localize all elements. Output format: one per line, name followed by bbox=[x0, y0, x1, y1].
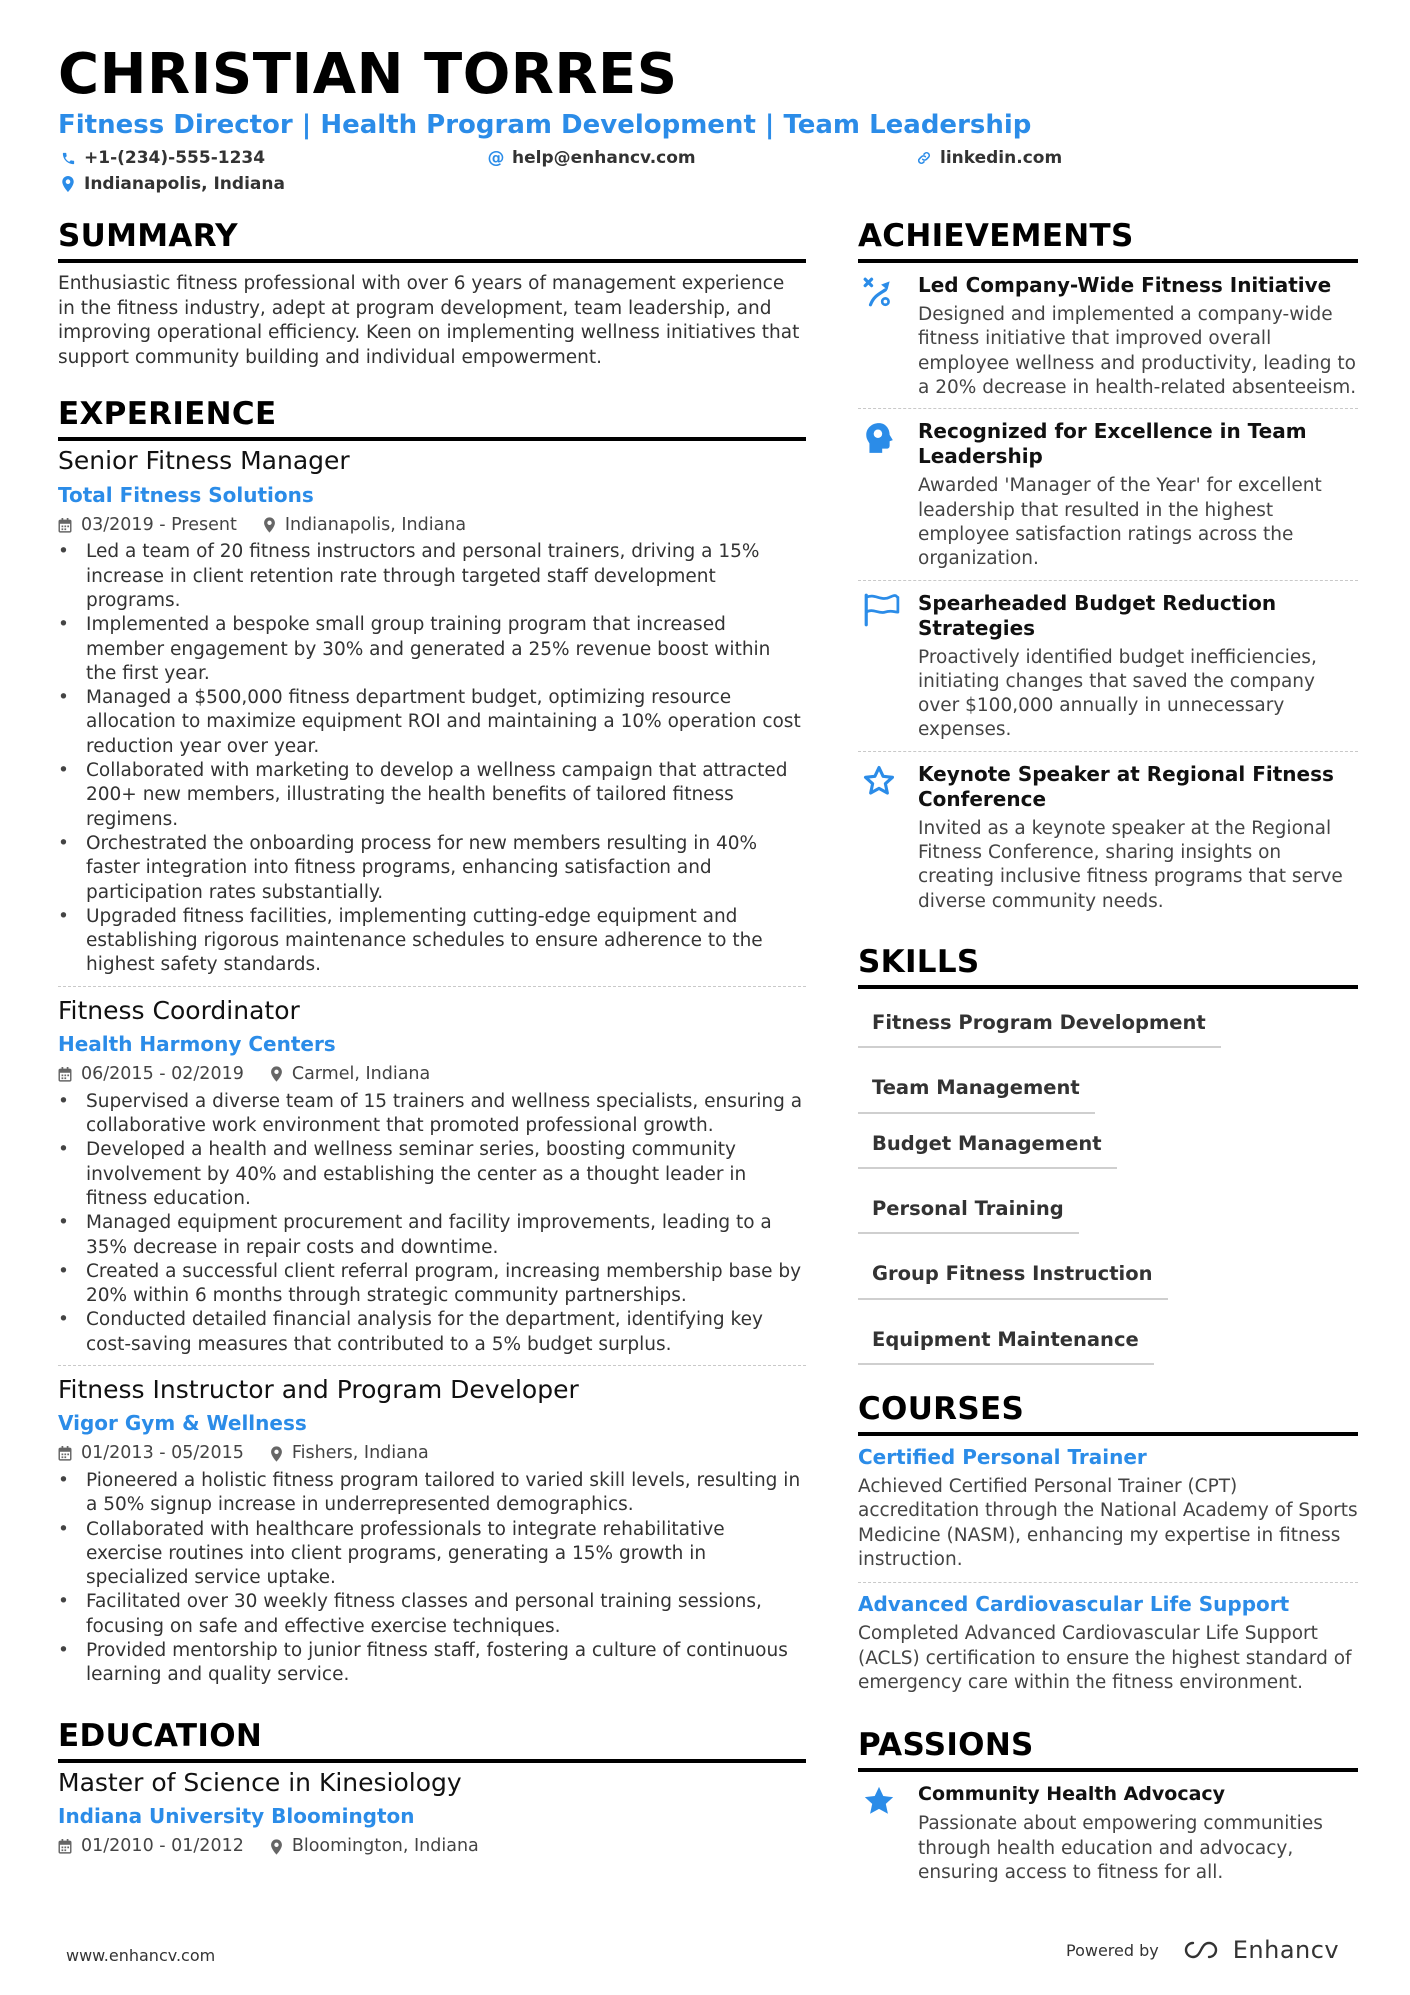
achievement-title: Spearheaded Budget Reduction Strategies bbox=[918, 590, 1277, 640]
achievement-desc: Proactively identified budget inefficiencies, initiating changes that saved the company over $100,000 annually in unnecessary expenses. bbox=[918, 646, 1317, 741]
courses-section bbox=[858, 1391, 1358, 1705]
bullet-item: • Orchestrated the onboarding process for new members resulting in 40% faster integration into fitness programs, enhancing satisfaction and participation rates substantially. bbox=[58, 832, 806, 905]
job-dates: 06/2015 - 02/2019 bbox=[81, 1064, 244, 1085]
bullet-item: • Managed equipment procurement and facility improvements, leading to a 35% decrease in repair costs and downtime. bbox=[58, 1211, 806, 1260]
calendar-icon bbox=[58, 1446, 72, 1461]
company-name: Health Harmony Centers bbox=[58, 1032, 336, 1057]
bullet-item: • Collaborated with healthcare professionals to integrate rehabilitative exercise routines into client programs, generating a 15% growth in specialized service uptake. bbox=[58, 1518, 806, 1591]
job-location: Fishers, Indiana bbox=[291, 1443, 429, 1464]
powered-by-label: Powered by bbox=[1066, 1940, 1159, 1960]
summary-section bbox=[58, 218, 806, 370]
at-icon: @ bbox=[487, 148, 505, 168]
footer-branding bbox=[1066, 1936, 1339, 1964]
course-title: Advanced Cardiovascular Life Support bbox=[858, 1592, 1290, 1617]
skill-tag: Budget Management bbox=[858, 1124, 1117, 1169]
course-desc: Achieved Certified Personal Trainer (CPT) accreditation through the National Academy of Sports Medicine (NASM), enhancing my expertise in fitness instruction. bbox=[858, 1476, 1358, 1570]
brand-name: Enhancv bbox=[1232, 1936, 1340, 1964]
experience-heading: EXPERIENCE bbox=[58, 396, 806, 441]
achievement-item bbox=[858, 408, 1358, 579]
education-dates: 01/2010 - 01/2012 bbox=[81, 1836, 244, 1857]
star-filled-icon bbox=[862, 1784, 896, 1818]
degree-title: Master of Science in Kinesiology bbox=[58, 1767, 462, 1797]
skills-heading: SKILLS bbox=[858, 944, 1358, 989]
company-name: Vigor Gym & Wellness bbox=[58, 1411, 307, 1436]
achievement-desc: Invited as a keynote speaker at the Regional Fitness Conference, sharing insights on creating inclusive fitness programs that serve diverse community needs. bbox=[918, 817, 1343, 912]
location-pin-icon bbox=[270, 1446, 283, 1462]
calendar-icon bbox=[58, 518, 72, 533]
job-title: Senior Fitness Manager bbox=[58, 446, 350, 476]
experience-section bbox=[58, 396, 806, 1695]
education-entry bbox=[58, 1767, 806, 1867]
contact-location bbox=[60, 174, 285, 194]
brand-logo[interactable] bbox=[1179, 1936, 1339, 1964]
job-dates: 03/2019 - Present bbox=[81, 514, 237, 535]
bullet-item: • Provided mentorship to junior fitness staff, fostering a culture of continuous learning and quality service. bbox=[58, 1639, 806, 1688]
right-column bbox=[858, 218, 1358, 1893]
passions-section bbox=[858, 1727, 1358, 1893]
bullet-item: • Facilitated over 30 weekly fitness classes and personal training sessions, focusing on safe and effective exercise techniques. bbox=[58, 1590, 806, 1639]
phone-text: +1-(234)-555-1234 bbox=[84, 148, 266, 168]
bullet-item: • Created a successful client referral program, increasing membership base by 20% within 6 months through strategic community partnerships. bbox=[58, 1260, 806, 1309]
enhancv-logo-icon bbox=[1179, 1939, 1223, 1961]
experience-entry bbox=[58, 445, 806, 985]
achievement-title: Led Company-Wide Fitness Initiative bbox=[918, 273, 1332, 298]
location-text: Indianapolis, Indiana bbox=[84, 174, 285, 194]
candidate-name: CHRISTIAN TORRES bbox=[58, 42, 678, 107]
job-bullets bbox=[58, 540, 806, 977]
achievement-item bbox=[858, 751, 1358, 922]
experience-entry bbox=[58, 1365, 806, 1696]
bullet-item: • Supervised a diverse team of 15 trainers and wellness specialists, ensuring a collaborative work environment that promoted professional growth. bbox=[58, 1090, 806, 1139]
job-title: Fitness Coordinator bbox=[58, 995, 300, 1025]
course-title: Certified Personal Trainer bbox=[858, 1445, 1147, 1470]
left-column bbox=[58, 218, 806, 1867]
skills-list bbox=[858, 1003, 1358, 1365]
company-name: Total Fitness Solutions bbox=[58, 482, 314, 507]
job-location: Indianapolis, Indiana bbox=[284, 514, 467, 535]
courses-heading: COURSES bbox=[858, 1391, 1358, 1436]
skill-tag: Fitness Program Development bbox=[858, 1003, 1221, 1048]
contact-linkedin[interactable] bbox=[916, 148, 1062, 168]
passion-title: Community Health Advocacy bbox=[918, 1783, 1226, 1806]
job-meta bbox=[58, 1441, 806, 1466]
education-location: Bloomington, Indiana bbox=[291, 1836, 479, 1857]
bullet-item: • Developed a health and wellness seminar series, boosting community involvement by 40% and establishing the center as a thought leader in fitness education. bbox=[58, 1138, 806, 1211]
achievements-section bbox=[858, 218, 1358, 922]
course-item bbox=[858, 1582, 1358, 1705]
location-pin-icon bbox=[263, 517, 276, 533]
calendar-icon bbox=[58, 1839, 72, 1854]
skills-section bbox=[858, 944, 1358, 1365]
location-pin-icon bbox=[270, 1839, 283, 1855]
strategy-icon bbox=[862, 275, 896, 309]
bullet-item: • Upgraded fitness facilities, implementing cutting-edge equipment and establishing rigorous maintenance schedules to ensure adherence to the highest safety standards. bbox=[58, 905, 806, 978]
education-section bbox=[58, 1718, 806, 1867]
skill-tag: Group Fitness Instruction bbox=[858, 1254, 1168, 1299]
course-desc: Completed Advanced Cardiovascular Life Support (ACLS) certification to ensure the highest standard of emergency care within the fitness environment. bbox=[858, 1623, 1352, 1693]
star-icon bbox=[862, 764, 896, 798]
contact-phone[interactable] bbox=[60, 148, 265, 168]
bullet-item: • Conducted detailed financial analysis for the department, identifying key cost-saving measures that contributed to a 5% budget surplus. bbox=[58, 1308, 806, 1357]
skill-tag: Team Management bbox=[858, 1068, 1095, 1113]
flag-icon bbox=[862, 593, 900, 627]
skill-tag: Equipment Maintenance bbox=[858, 1320, 1154, 1365]
achievement-title: Recognized for Excellence in Team Leadership bbox=[918, 419, 1307, 469]
bullet-item: • Pioneered a holistic fitness program tailored to varied skill levels, resulting in a 50% signup increase in underrepresented demographics. bbox=[58, 1469, 806, 1518]
job-meta bbox=[58, 1062, 806, 1087]
calendar-icon bbox=[58, 1067, 72, 1082]
school-name: Indiana University Bloomington bbox=[58, 1804, 415, 1829]
bullet-item: • Led a team of 20 fitness instructors and personal trainers, driving a 15% increase in client retention rate through targeted staff development programs. bbox=[58, 540, 806, 613]
bullet-item: • Collaborated with marketing to develop a wellness campaign that attracted 200+ new members, illustrating the health benefits of tailored fitness regimens. bbox=[58, 759, 806, 832]
summary-heading: SUMMARY bbox=[58, 218, 806, 263]
job-meta bbox=[58, 513, 806, 538]
passion-item bbox=[858, 1772, 1358, 1893]
education-meta bbox=[58, 1834, 806, 1859]
job-bullets bbox=[58, 1090, 806, 1357]
achievement-item bbox=[858, 263, 1358, 408]
achievements-heading: ACHIEVEMENTS bbox=[858, 218, 1358, 263]
location-pin-icon bbox=[60, 176, 76, 192]
candidate-tagline: Fitness Director | Health Program Development | Team Leadership bbox=[58, 110, 1032, 140]
skill-tag: Personal Training bbox=[858, 1189, 1079, 1234]
achievement-desc: Designed and implemented a company-wide fitness initiative that improved overall employee wellness and productivity, leading to a 20% decrease in health-related absenteeism. bbox=[918, 304, 1357, 399]
summary-text: Enthusiastic fitness professional with over 6 years of management experience in the fitness industry, adept at program development, team leadership, and improving operational efficiency. Keen on implementing wellness initiatives that support community building and individual empowerment. bbox=[58, 273, 800, 368]
achievement-item bbox=[858, 580, 1358, 751]
achievement-title: Keynote Speaker at Regional Fitness Conference bbox=[918, 761, 1334, 811]
course-item bbox=[858, 1436, 1358, 1582]
linkedin-text: linkedin.com bbox=[940, 148, 1063, 168]
location-pin-icon bbox=[270, 1066, 283, 1082]
footer-website[interactable]: www.enhancv.com bbox=[66, 1946, 216, 1965]
job-location: Carmel, Indiana bbox=[291, 1064, 431, 1085]
passions-heading: PASSIONS bbox=[858, 1727, 1358, 1772]
passion-desc: Passionate about empowering communities through health education and advocacy, ensuring access to fitness for all. bbox=[918, 1813, 1323, 1883]
link-icon bbox=[916, 150, 932, 166]
contact-email[interactable] bbox=[488, 148, 696, 168]
achievement-desc: Awarded 'Manager of the Year' for excellent leadership that resulted in the highest employee satisfaction ratings across the organization. bbox=[918, 475, 1322, 570]
bullet-item: • Implemented a bespoke small group training program that increased member engagement by 30% and generated a 25% revenue boost within the first year. bbox=[58, 613, 806, 686]
head-icon bbox=[862, 421, 896, 455]
education-heading: EDUCATION bbox=[58, 1718, 806, 1763]
job-bullets bbox=[58, 1469, 806, 1688]
job-title: Fitness Instructor and Program Developer bbox=[58, 1374, 579, 1404]
phone-icon bbox=[60, 150, 76, 166]
email-text: help@enhancv.com bbox=[512, 148, 696, 168]
job-dates: 01/2013 - 05/2015 bbox=[81, 1443, 244, 1464]
bullet-item: • Managed a $500,000 fitness department budget, optimizing resource allocation to maximize equipment ROI and maintaining a 10% operation cost reduction year over year. bbox=[58, 686, 806, 759]
experience-entry bbox=[58, 986, 806, 1365]
